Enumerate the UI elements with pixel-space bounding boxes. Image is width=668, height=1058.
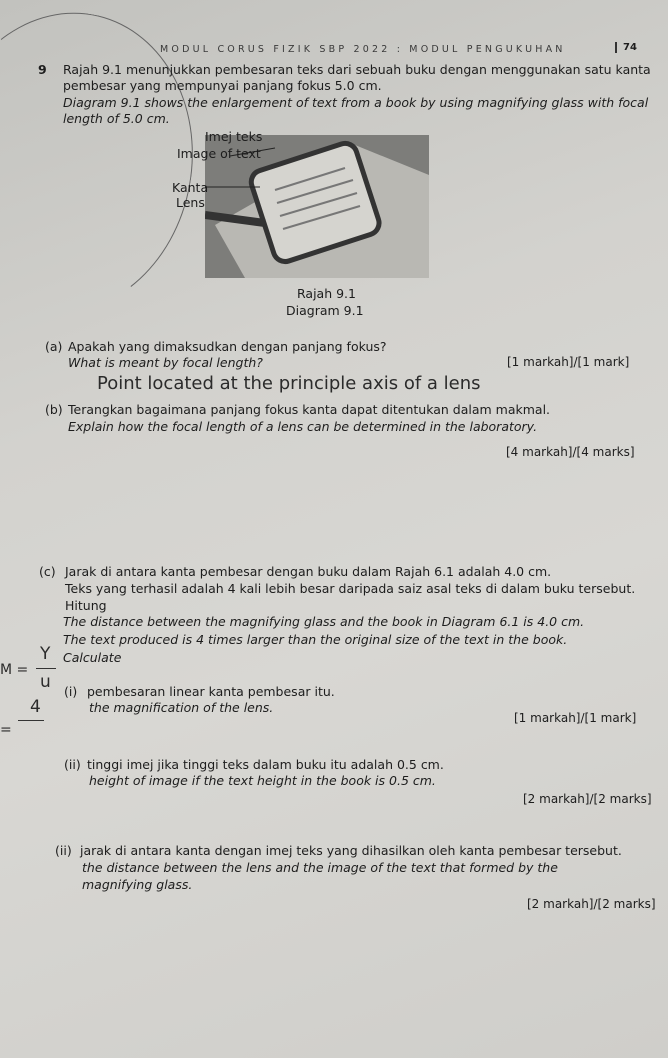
sub-i-en: the magnification of the lens. xyxy=(89,700,274,715)
question-number: 9 xyxy=(38,62,47,77)
part-b-en: Explain how the focal length of a lens can be determined in the laboratory. xyxy=(68,419,538,434)
margin-num2: 4 xyxy=(30,697,41,717)
part-c-en-2: The text produced is 4 times larger than the original size of the text in the book. xyxy=(63,632,568,647)
label-image-ms: Imej teks xyxy=(205,129,263,144)
sub-i-label: (i) xyxy=(64,684,78,699)
sub-iii-en-1: the distance between the lens and the image of the text that formed by the xyxy=(82,860,558,875)
intro-ms-1: Rajah 9.1 menunjukkan pembesaran teks dari sebuah buku dengan menggunakan satu kanta xyxy=(63,62,651,77)
sub-ii-label: (ii) xyxy=(64,757,81,772)
intro-en-2: length of 5.0 cm. xyxy=(63,111,170,126)
caption-en: Diagram 9.1 xyxy=(286,303,364,318)
label-image-en: Image of text xyxy=(177,146,261,161)
part-a-en: What is meant by focal length? xyxy=(68,355,263,370)
sub-ii-marks: [2 markah]/[2 marks] xyxy=(523,792,652,806)
part-c-ms-3: Hitung xyxy=(65,598,107,613)
sub-iii-en-2: magnifying glass. xyxy=(82,877,193,892)
part-c-en-3: Calculate xyxy=(63,650,122,665)
part-b-label: (b) xyxy=(45,402,63,417)
part-a-answer: Point located at the principle axis of a lens xyxy=(97,373,481,394)
margin-m: M = xyxy=(0,662,29,678)
intro-ms-2: pembesar yang mempunyai panjang fokus 5.0 cm. xyxy=(63,78,382,93)
sub-ii-en: height of image if the text height in the book is 0.5 cm. xyxy=(89,773,436,788)
header-title: MODUL CORUS FIZIK SBP 2022 : MODUL PENGUKUHAN xyxy=(160,44,566,55)
caption-ms: Rajah 9.1 xyxy=(297,286,356,301)
margin-num: Y xyxy=(40,644,51,664)
margin-fraction-bar-2 xyxy=(18,720,44,721)
part-c-ms-2: Teks yang terhasil adalah 4 kali lebih besar daripada saiz asal teks di dalam buku tersebut. xyxy=(65,581,636,596)
part-b-ms: Terangkan bagaimana panjang fokus kanta dapat ditentukan dalam makmal. xyxy=(68,402,551,417)
part-a-ms: Apakah yang dimaksudkan dengan panjang fokus? xyxy=(68,339,387,354)
part-a-marks: [1 markah]/[1 mark] xyxy=(507,355,630,369)
part-a-label: (a) xyxy=(45,339,63,354)
margin-den: u xyxy=(40,672,51,692)
intro-en-1: Diagram 9.1 shows the enlargement of text from a book by using magnifying glass with focal xyxy=(63,95,649,110)
sub-i-marks: [1 markah]/[1 mark] xyxy=(514,711,637,725)
margin-eq: = xyxy=(0,722,12,738)
part-b-marks: [4 markah]/[4 marks] xyxy=(506,445,635,459)
sub-iii-marks: [2 markah]/[2 marks] xyxy=(527,897,656,911)
label-lens-en: Lens xyxy=(176,195,205,210)
label-lens-ms: Kanta xyxy=(172,180,209,195)
sub-ii-ms: tinggi imej jika tinggi teks dalam buku itu adalah 0.5 cm. xyxy=(87,757,444,772)
margin-fraction-bar xyxy=(36,668,56,669)
sub-iii-label: (ii) xyxy=(55,843,72,858)
part-c-en-1: The distance between the magnifying glass and the book in Diagram 6.1 is 4.0 cm. xyxy=(63,614,585,629)
page-number: 74 xyxy=(615,42,637,53)
part-c-ms-1: Jarak di antara kanta pembesar dengan buku dalam Rajah 6.1 adalah 4.0 cm. xyxy=(65,564,552,579)
part-c-label: (c) xyxy=(39,564,56,579)
sub-i-ms: pembesaran linear kanta pembesar itu. xyxy=(87,684,335,699)
sub-iii-ms: jarak di antara kanta dengan imej teks yang dihasilkan oleh kanta pembesar tersebut. xyxy=(80,843,622,858)
